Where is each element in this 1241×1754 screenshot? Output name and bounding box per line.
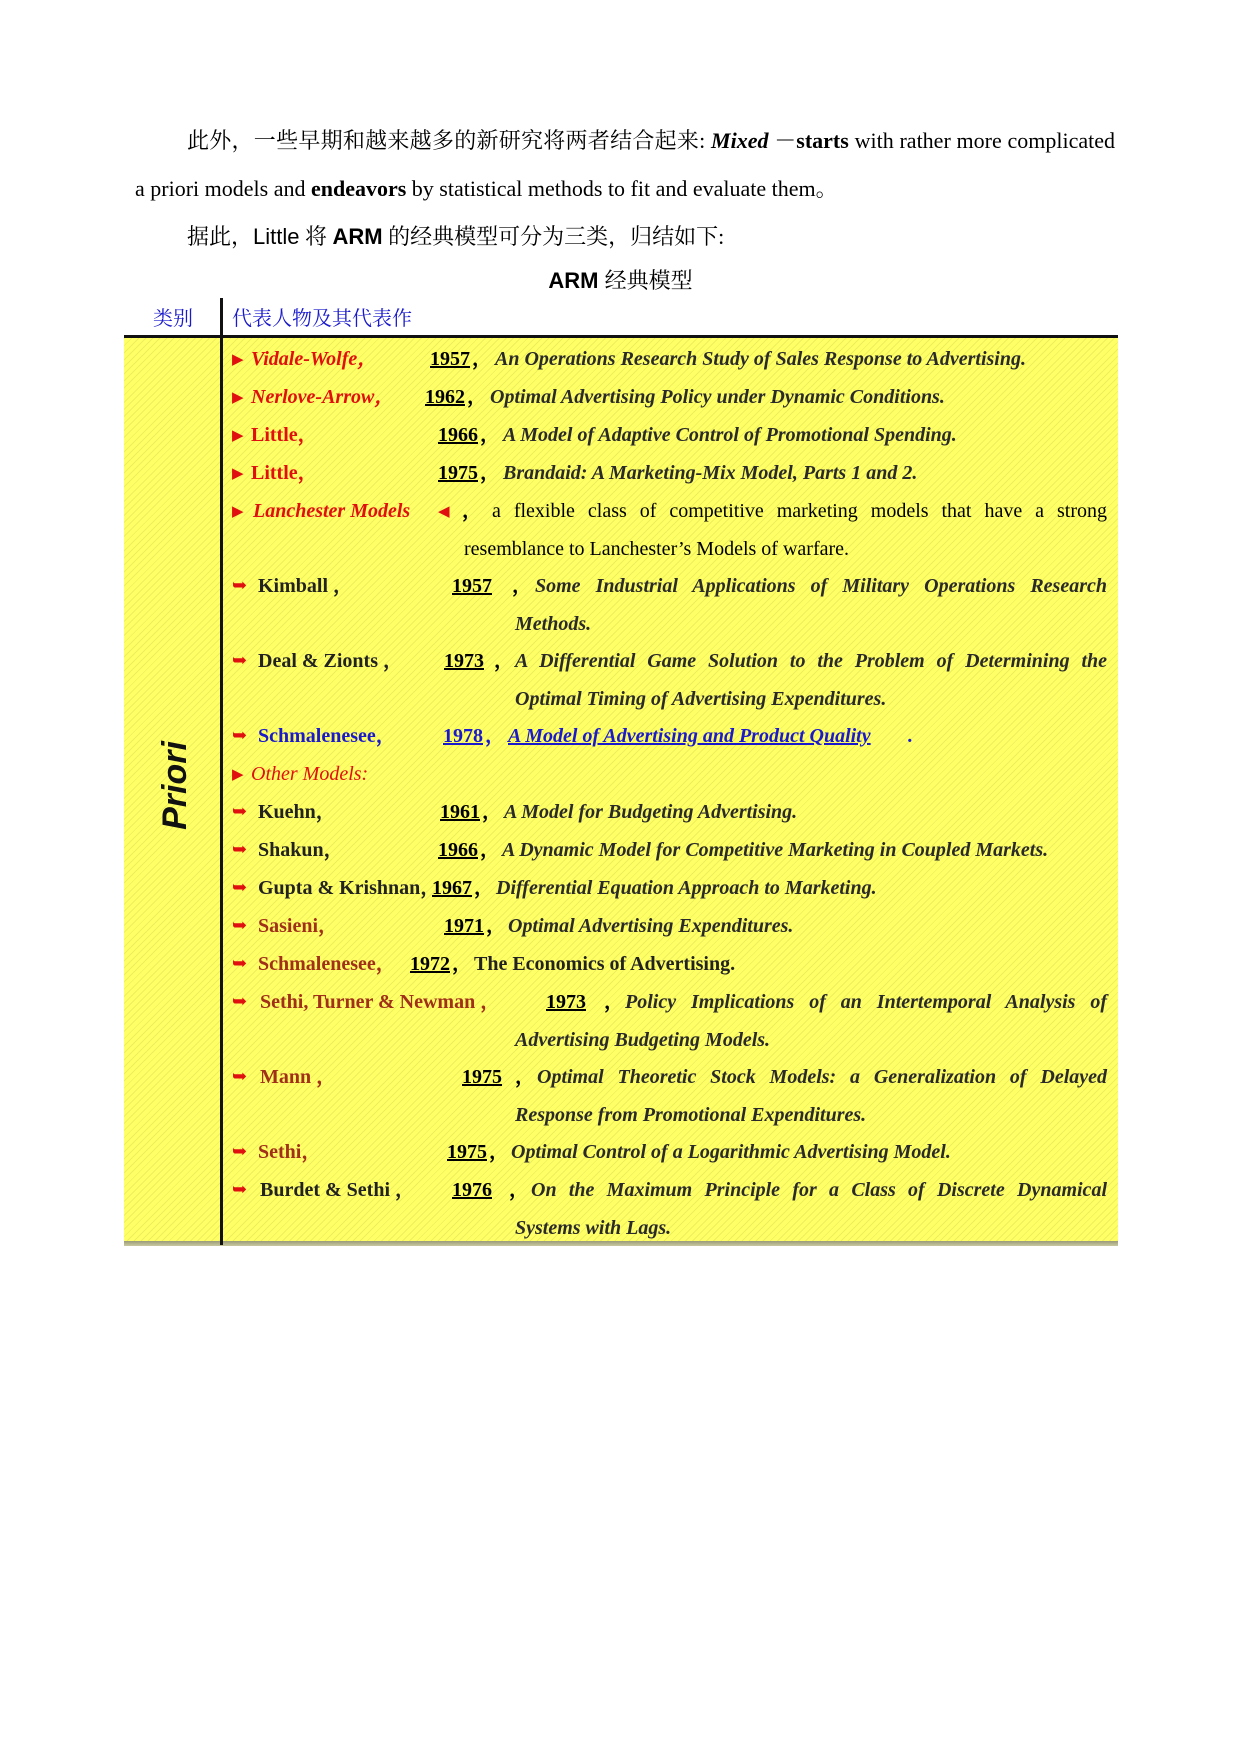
entry-year: 1975 <box>438 462 478 484</box>
entry-description: a flexible class of competitive marketing models that have a strong resemblance to Lanchester’s Models of warfare. <box>464 500 1107 560</box>
entry-author: Mann ， <box>260 1066 337 1088</box>
entry-title-period: . <box>908 725 913 747</box>
list-item <box>232 1171 1107 1246</box>
list-item <box>232 983 1107 1058</box>
entry-title: On the Maximum Principle for a Class of Discrete Dynamical Systems with Lags. <box>515 1179 1107 1239</box>
entry-title: A Differential Game Solution to the Problem of Determining the Optimal Timing of Advertising Expenditures. <box>515 650 1107 710</box>
entry-title: Brandaid: A Marketing-Mix Model, Parts 1 and 2. <box>503 462 918 484</box>
entry-author: Schmalenesee， <box>258 953 396 975</box>
list-item <box>232 1133 1107 1171</box>
entry-year: 1972 <box>410 953 450 975</box>
triangle-marker-icon: ▶ <box>232 464 244 482</box>
curved-arrow-icon: ➥ <box>232 650 248 671</box>
entry-separator: ， <box>486 915 506 937</box>
entry-separator: ， <box>515 1066 535 1088</box>
list-item <box>232 793 1107 831</box>
list-item <box>232 492 1107 567</box>
entry-title: Optimal Advertising Expenditures. <box>508 915 794 937</box>
entry-author: Sethi， <box>258 1141 322 1163</box>
entry-title: Optimal Advertising Policy under Dynamic Conditions. <box>490 386 945 408</box>
curved-arrow-icon: ➥ <box>232 953 248 974</box>
caption-rest: 经典模型 <box>598 268 693 293</box>
list-item <box>232 642 1107 717</box>
entry-separator: ， <box>462 500 482 522</box>
intro-paragraph-2 <box>135 213 1115 261</box>
entry-separator: ， <box>480 424 500 446</box>
entry-year: 1962 <box>425 386 465 408</box>
curved-arrow-icon: ➥ <box>232 1141 248 1162</box>
left-triangle-marker-icon: ◀ <box>438 502 450 520</box>
curved-arrow-icon: ➥ <box>232 991 248 1012</box>
intro-endeavors: endeavors <box>310 176 407 201</box>
entry-year: 1973 <box>444 650 484 672</box>
entry-author: Gupta & Krishnan， <box>258 877 441 899</box>
section-heading-other-models: Other Models: <box>251 763 369 785</box>
entry-author: Schmalenesee， <box>258 725 396 747</box>
list-item <box>232 945 1107 983</box>
entry-separator: ， <box>489 1141 509 1163</box>
entry-author: Deal & Zionts ， <box>258 650 403 672</box>
entry-title-link[interactable]: A Model of Advertising and Product Quality <box>508 725 871 747</box>
entry-year: 1967 <box>432 877 472 899</box>
column-header-representatives: 代表人物及其代表作 <box>232 306 412 330</box>
entry-year: 1966 <box>438 424 478 446</box>
entry-title: A Model for Budgeting Advertising. <box>504 801 798 823</box>
entry-author: Nerlove-Arrow， <box>251 386 395 408</box>
list-item <box>232 717 1107 755</box>
entry-separator: ， <box>604 991 624 1013</box>
entry-author: Kimball ， <box>258 575 354 597</box>
entry-author: Sasieni， <box>258 915 339 937</box>
triangle-marker-icon: ▶ <box>232 388 244 406</box>
intro-p2-arm: ARM <box>332 224 383 249</box>
intro-cn-text: 此外，一些早期和越来越多的新研究将两者结合起来: <box>187 128 706 153</box>
entry-separator: ， <box>472 348 492 370</box>
entry-year: 1961 <box>440 801 480 823</box>
model-list <box>232 340 1107 1246</box>
entry-title: Some Industrial Applications of Military Operations Research Methods. <box>515 575 1107 635</box>
entry-year: 1973 <box>546 991 586 1013</box>
intro-mixed: Mixed <box>711 128 769 153</box>
entry-separator: ， <box>512 575 532 597</box>
intro-dash: － <box>774 128 797 153</box>
triangle-marker-icon: ▶ <box>232 350 244 368</box>
entry-separator: ， <box>480 839 500 861</box>
curved-arrow-icon: ➥ <box>232 877 248 898</box>
curved-arrow-icon: ➥ <box>232 801 248 822</box>
entry-author: Sethi, Turner & Newman ， <box>260 991 501 1013</box>
curved-arrow-icon: ➥ <box>232 1066 248 1087</box>
entry-title: A Model of Adaptive Control of Promotional Spending. <box>503 424 957 446</box>
list-item <box>232 755 1107 793</box>
list-item <box>232 378 1107 416</box>
list-item <box>232 1058 1107 1133</box>
entry-year: 1957 <box>430 348 470 370</box>
intro-p2-a: 据此， <box>187 224 254 249</box>
entry-title: Optimal Control of a Logarithmic Advertising Model. <box>511 1141 951 1163</box>
triangle-marker-icon: ▶ <box>232 502 244 520</box>
list-item <box>232 869 1107 907</box>
entry-author: Kuehn， <box>258 801 336 823</box>
intro-p2-c: 的经典模型可分为三类，归结如下: <box>382 224 725 249</box>
entry-author: Burdet & Sethi ， <box>260 1179 415 1201</box>
entry-author: Little， <box>251 462 318 484</box>
table-top-rule <box>124 335 1118 338</box>
entry-separator: ， <box>485 725 505 747</box>
entry-separator: ， <box>480 462 500 484</box>
column-header-category: 类别 <box>153 306 193 330</box>
entry-year: 1978 <box>443 725 483 747</box>
intro-text-1: with rather more complicated a priori models and <box>135 128 1116 201</box>
list-item <box>232 454 1107 492</box>
entry-year: 1976 <box>452 1179 492 1201</box>
curved-arrow-icon: ➥ <box>232 1179 248 1200</box>
entry-separator: ， <box>452 953 472 975</box>
intro-text-2: by statistical methods to fit and evaluate them。 <box>406 176 838 201</box>
caption-arm: ARM <box>548 268 599 293</box>
entry-separator: ， <box>467 386 487 408</box>
entry-title: Policy Implications of an Intertemporal Analysis of Advertising Budgeting Models. <box>515 991 1107 1051</box>
triangle-marker-icon: ▶ <box>232 765 244 783</box>
curved-arrow-icon: ➥ <box>232 575 248 596</box>
entry-year: 1966 <box>438 839 478 861</box>
curved-arrow-icon: ➥ <box>232 915 248 936</box>
entry-year: 1957 <box>452 575 492 597</box>
entry-author: Lanchester Models <box>253 500 411 522</box>
entry-title: The Economics of Advertising. <box>474 953 736 975</box>
entry-title: An Operations Research Study of Sales Response to Advertising. <box>495 348 1026 370</box>
list-item <box>232 831 1107 869</box>
table-caption <box>0 264 1241 295</box>
intro-starts: starts <box>796 128 849 153</box>
entry-title: A Dynamic Model for Competitive Marketing in Coupled Markets. <box>502 839 1049 861</box>
curved-arrow-icon: ➥ <box>232 839 248 860</box>
entry-year: 1971 <box>444 915 484 937</box>
entry-separator: ， <box>474 877 494 899</box>
intro-p2-b: 将 <box>299 224 333 249</box>
curved-arrow-icon: ➥ <box>232 725 248 746</box>
list-item <box>232 340 1107 378</box>
intro-paragraph-1 <box>135 117 1115 213</box>
entry-separator: ， <box>509 1179 529 1201</box>
entry-author: Shakun， <box>258 839 344 861</box>
entry-author: Vidale-Wolfe， <box>251 348 378 370</box>
triangle-marker-icon: ▶ <box>232 426 244 444</box>
category-label: Priori <box>155 740 194 830</box>
category-cell <box>140 740 210 830</box>
entry-title: Optimal Theoretic Stock Models: a Generalization of Delayed Response from Promotional Expenditures. <box>515 1066 1107 1126</box>
list-item <box>232 907 1107 945</box>
intro-p2-little: Little <box>253 224 300 249</box>
entry-year: 1975 <box>447 1141 487 1163</box>
entry-separator: ， <box>482 801 502 823</box>
entry-separator: ， <box>494 650 514 672</box>
list-item <box>232 567 1107 642</box>
entry-author: Little， <box>251 424 318 446</box>
entry-title: Differential Equation Approach to Marketing. <box>496 877 877 899</box>
list-item <box>232 416 1107 454</box>
table-column-divider <box>220 298 223 1245</box>
entry-year: 1975 <box>462 1066 502 1088</box>
